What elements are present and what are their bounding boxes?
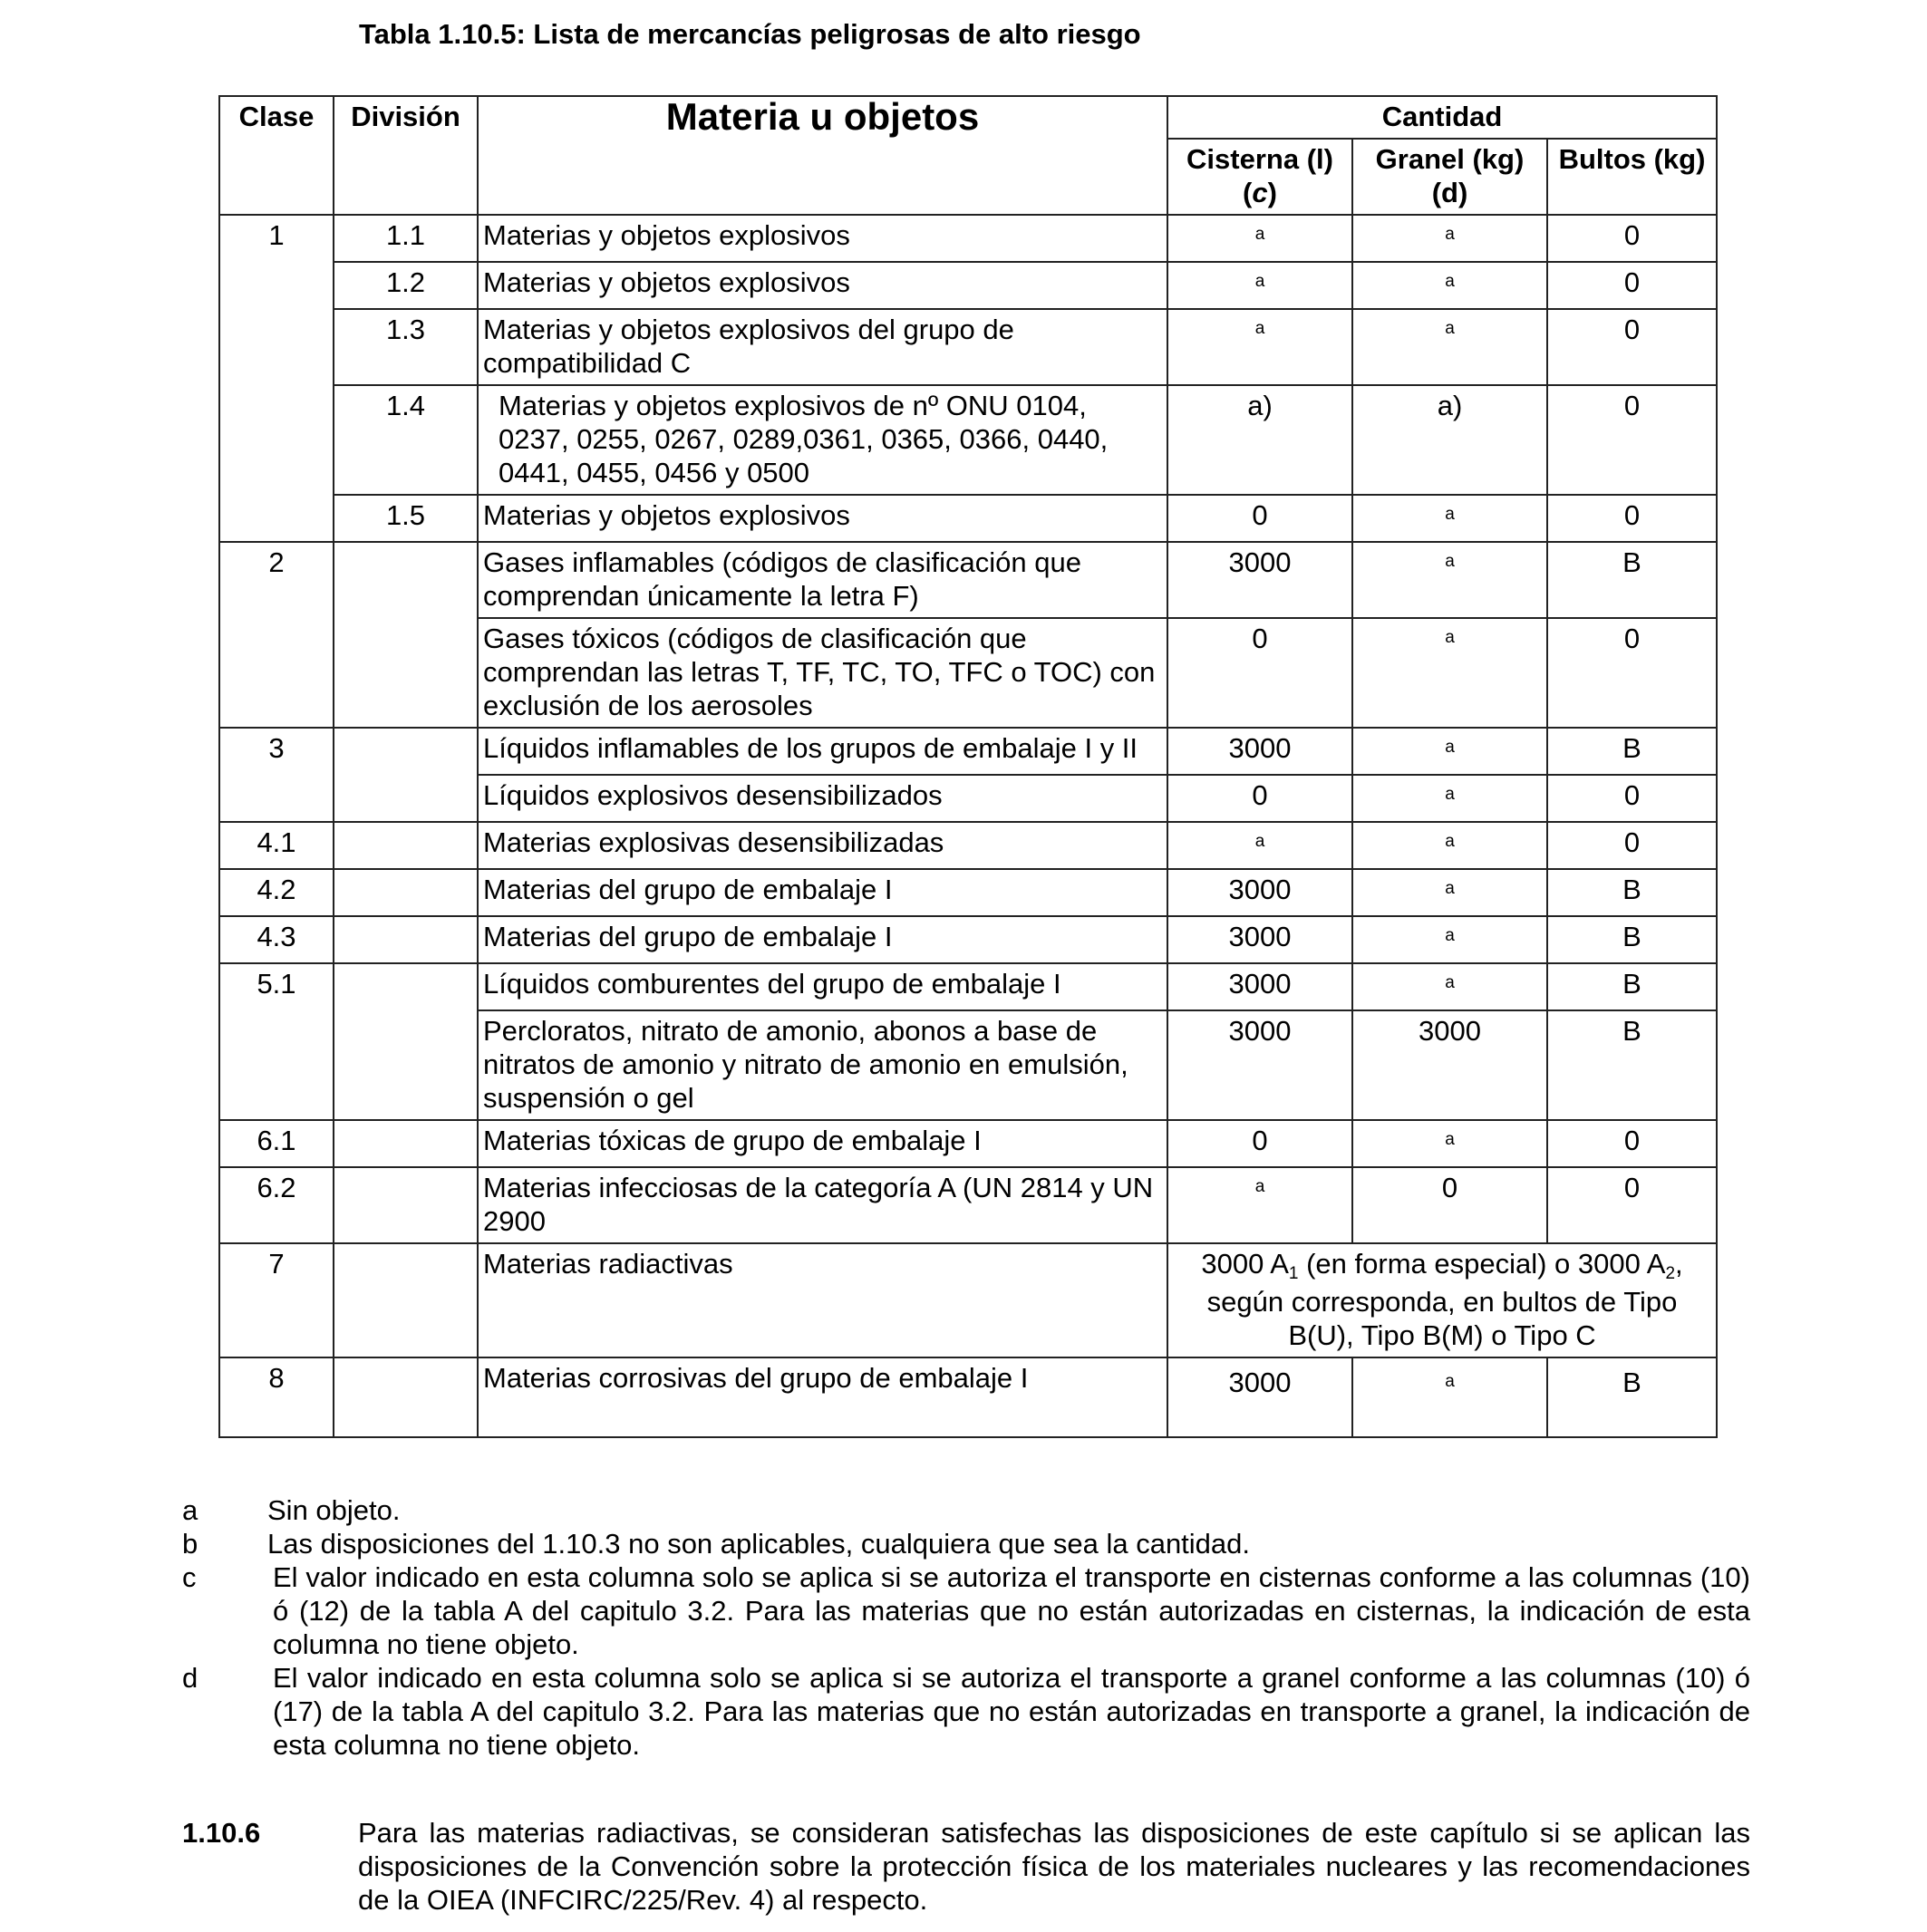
cell-cisterna bbox=[1167, 262, 1352, 309]
cell-bultos: B bbox=[1547, 1357, 1717, 1437]
cell-bultos: B bbox=[1547, 916, 1717, 963]
cell-clase: 5.1 bbox=[219, 963, 334, 1120]
cell-division bbox=[334, 1357, 478, 1437]
table-row bbox=[219, 963, 1717, 1010]
cell-cisterna: a) bbox=[1167, 385, 1352, 495]
footnote-ref: a bbox=[1445, 926, 1455, 945]
cell-materia: Materias y objetos explosivos bbox=[478, 262, 1167, 309]
cell-bultos: 0 bbox=[1547, 822, 1717, 869]
table-row bbox=[219, 309, 1717, 385]
footnote-ref: a bbox=[1254, 1177, 1265, 1196]
cell-materia: Percloratos, nitrato de amonio, abonos a base de nitratos de amonio y nitrato de amonio en emulsión, suspensión o gel bbox=[478, 1010, 1167, 1120]
cell-cisterna: 3000 bbox=[1167, 869, 1352, 916]
footnote bbox=[182, 1527, 1750, 1560]
cell-granel bbox=[1352, 775, 1547, 822]
cell-cisterna: 3000 bbox=[1167, 728, 1352, 775]
cell-materia: Materias del grupo de embalaje I bbox=[478, 916, 1167, 963]
section-number: 1.10.6 bbox=[182, 1817, 261, 1849]
footnote-ref: a bbox=[1254, 319, 1265, 338]
cell-cisterna: 0 bbox=[1167, 495, 1352, 542]
cell-division bbox=[334, 916, 478, 963]
header-granel-line1: Granel (kg) bbox=[1375, 143, 1525, 175]
cell-granel bbox=[1352, 215, 1547, 262]
footnote-ref: a bbox=[1445, 832, 1455, 851]
cell-division bbox=[334, 1243, 478, 1357]
cell-granel bbox=[1352, 262, 1547, 309]
footnote-ref: a bbox=[1445, 879, 1455, 898]
table-row bbox=[219, 916, 1717, 963]
cell-materia: Materias del grupo de embalaje I bbox=[478, 869, 1167, 916]
cell-bultos: B bbox=[1547, 728, 1717, 775]
cell-cisterna: 0 bbox=[1167, 775, 1352, 822]
cell-cisterna bbox=[1167, 822, 1352, 869]
cell-materia: Materias tóxicas de grupo de embalaje I bbox=[478, 1120, 1167, 1167]
cell-bultos: B bbox=[1547, 963, 1717, 1010]
header-clase: Clase bbox=[219, 96, 334, 215]
cell-division bbox=[334, 728, 478, 822]
cell-cisterna bbox=[1167, 1167, 1352, 1243]
cell-clase: 6.1 bbox=[219, 1120, 334, 1167]
cell-cisterna bbox=[1167, 215, 1352, 262]
cell-materia: Materias y objetos explosivos bbox=[478, 495, 1167, 542]
table-row bbox=[219, 1243, 1717, 1357]
footnote-ref: a bbox=[1254, 225, 1265, 244]
cell-materia: Materias infecciosas de la categoría A (UN 2814 y UN 2900 bbox=[478, 1167, 1167, 1243]
table-row bbox=[219, 542, 1717, 618]
footnote-ref: a bbox=[1445, 505, 1455, 524]
footnote-ref: a bbox=[1445, 225, 1455, 244]
header-cisterna-close: ) bbox=[1267, 177, 1277, 208]
cell-materia: Líquidos comburentes del grupo de embalaje I bbox=[478, 963, 1167, 1010]
cell-cisterna: 3000 bbox=[1167, 1357, 1352, 1437]
cell-materia: Materias explosivas desensibilizadas bbox=[478, 822, 1167, 869]
cell-bultos: 0 bbox=[1547, 1167, 1717, 1243]
footnote-key: d bbox=[182, 1662, 199, 1694]
footnote-text: Las disposiciones del 1.10.3 no son aplicables, cualquiera que sea la cantidad. bbox=[267, 1528, 1251, 1560]
header-bultos: Bultos (kg) bbox=[1547, 139, 1717, 215]
section-text: Para las materias radiactivas, se consideran satisfechas las disposiciones de este capítulo si se aplican las disposiciones de la Convención sobre la protección física de los materiales nucleares y las recomendaciones de la OIEA (INFCIRC/225/Rev. 4) al respecto. bbox=[358, 1817, 1750, 1916]
cell-division bbox=[334, 1167, 478, 1243]
cell-materia: Materias y objetos explosivos bbox=[478, 215, 1167, 262]
cell-clase: 4.1 bbox=[219, 822, 334, 869]
cell-granel bbox=[1352, 728, 1547, 775]
cell-materia: Gases inflamables (códigos de clasificación que comprendan únicamente la letra F) bbox=[478, 542, 1167, 618]
cell-granel bbox=[1352, 822, 1547, 869]
cell-granel bbox=[1352, 1120, 1547, 1167]
table-row bbox=[219, 215, 1717, 262]
table-row bbox=[219, 262, 1717, 309]
cell-division: 1.2 bbox=[334, 262, 478, 309]
footnote-ref: a bbox=[1445, 1372, 1455, 1391]
cell-division bbox=[334, 1120, 478, 1167]
cell-granel bbox=[1352, 309, 1547, 385]
cell-cisterna: 3000 bbox=[1167, 916, 1352, 963]
cell-cisterna: 0 bbox=[1167, 1120, 1352, 1167]
subscript-1: 1 bbox=[1288, 1264, 1299, 1283]
cell-granel bbox=[1352, 963, 1547, 1010]
cantidad-text-3: , según corresponda, en bultos de Tipo B(U), Tipo B(M) o Tipo C bbox=[1206, 1248, 1683, 1351]
header-materia: Materia u objetos bbox=[478, 96, 1167, 215]
cell-bultos: 0 bbox=[1547, 775, 1717, 822]
section-1-10-6 bbox=[182, 1816, 1750, 1917]
cell-clase: 4.3 bbox=[219, 916, 334, 963]
cell-division: 1.5 bbox=[334, 495, 478, 542]
cell-bultos: 0 bbox=[1547, 385, 1717, 495]
table-row bbox=[219, 385, 1717, 495]
cell-granel bbox=[1352, 1357, 1547, 1437]
cell-bultos: B bbox=[1547, 869, 1717, 916]
cell-granel bbox=[1352, 618, 1547, 728]
footnote-ref: a bbox=[1445, 552, 1455, 571]
footnote-ref: a bbox=[1445, 785, 1455, 804]
table-row bbox=[219, 495, 1717, 542]
cell-bultos: 0 bbox=[1547, 1120, 1717, 1167]
footnote-ref: a bbox=[1445, 1130, 1455, 1149]
cell-bultos: 0 bbox=[1547, 262, 1717, 309]
table-row bbox=[219, 1357, 1717, 1437]
cell-bultos: B bbox=[1547, 542, 1717, 618]
footnote bbox=[182, 1661, 1750, 1762]
table-row bbox=[219, 822, 1717, 869]
cell-bultos: 0 bbox=[1547, 618, 1717, 728]
footnote-text: Sin objeto. bbox=[267, 1494, 401, 1526]
cell-granel: 0 bbox=[1352, 1167, 1547, 1243]
cell-clase: 6.2 bbox=[219, 1167, 334, 1243]
cell-division: 1.4 bbox=[334, 385, 478, 495]
cell-materia: Líquidos explosivos desensibilizados bbox=[478, 775, 1167, 822]
header-granel-line2: (d) bbox=[1431, 177, 1468, 208]
cell-bultos: 0 bbox=[1547, 309, 1717, 385]
cell-granel: a) bbox=[1352, 385, 1547, 495]
header-cantidad: Cantidad bbox=[1167, 96, 1717, 139]
cell-cantidad-radiactivas bbox=[1167, 1243, 1717, 1357]
cell-granel bbox=[1352, 495, 1547, 542]
cell-division bbox=[334, 822, 478, 869]
footnote-ref: a bbox=[1445, 319, 1455, 338]
footnote-key: c bbox=[182, 1561, 197, 1593]
cell-granel: 3000 bbox=[1352, 1010, 1547, 1120]
cell-bultos: 0 bbox=[1547, 215, 1717, 262]
footnote-text: El valor indicado en esta columna solo se aplica si se autoriza el transporte a granel conforme a las columnas (10) ó (17) de la tabla A del capitulo 3.2. Para las materias que no están autorizadas en transporte a granel, la indicación de esta columna no tiene objeto. bbox=[273, 1662, 1750, 1761]
cantidad-text-2: (en forma especial) o 3000 A bbox=[1298, 1248, 1666, 1280]
header-granel bbox=[1352, 139, 1547, 215]
footnote-ref: a bbox=[1445, 272, 1455, 291]
cell-granel bbox=[1352, 916, 1547, 963]
table-row bbox=[219, 1120, 1717, 1167]
cell-materia: Materias y objetos explosivos de nº ONU 0104, 0237, 0255, 0267, 0289,0361, 0365, 0366, 0440, 0441, 0455, 0456 y 0500 bbox=[478, 385, 1167, 495]
cell-materia: Materias corrosivas del grupo de embalaje I bbox=[478, 1357, 1167, 1437]
cell-granel bbox=[1352, 542, 1547, 618]
footnote-key: b bbox=[182, 1528, 199, 1560]
cell-materia: Líquidos inflamables de los grupos de embalaje I y II bbox=[478, 728, 1167, 775]
footnote-ref: a bbox=[1445, 973, 1455, 992]
cell-cisterna bbox=[1167, 309, 1352, 385]
cell-materia: Materias radiactivas bbox=[478, 1243, 1167, 1357]
footnote-ref: a bbox=[1254, 272, 1265, 291]
cell-clase: 3 bbox=[219, 728, 334, 822]
cell-bultos: 0 bbox=[1547, 495, 1717, 542]
cell-granel bbox=[1352, 869, 1547, 916]
cell-division: 1.3 bbox=[334, 309, 478, 385]
footnote-ref: a bbox=[1254, 832, 1265, 851]
table-title: Tabla 1.10.5: Lista de mercancías peligrosas de alto riesgo bbox=[359, 18, 1141, 50]
cell-cisterna: 0 bbox=[1167, 618, 1352, 728]
cell-division bbox=[334, 963, 478, 1120]
subscript-2: 2 bbox=[1665, 1264, 1676, 1283]
cantidad-text-1: 3000 A bbox=[1201, 1248, 1289, 1280]
cell-clase: 7 bbox=[219, 1243, 334, 1357]
table-row bbox=[219, 869, 1717, 916]
cell-bultos: B bbox=[1547, 1010, 1717, 1120]
cell-clase: 8 bbox=[219, 1357, 334, 1437]
table-row bbox=[219, 728, 1717, 775]
cell-materia: Materias y objetos explosivos del grupo de compatibilidad C bbox=[478, 309, 1167, 385]
hazmat-table bbox=[218, 95, 1718, 1438]
cell-materia: Gases tóxicos (códigos de clasificación que comprendan las letras T, TF, TC, TO, TFC o TOC) con exclusión de los aerosoles bbox=[478, 618, 1167, 728]
cell-division bbox=[334, 869, 478, 916]
header-division: División bbox=[334, 96, 478, 215]
footnote-key: a bbox=[182, 1494, 199, 1526]
footnote-text: El valor indicado en esta columna solo se aplica si se autoriza el transporte en cisternas conforme a las columnas (10) ó (12) de la tabla A del capitulo 3.2. Para las materias que no están autorizadas en cisternas, la indicación de esta columna no tiene objeto. bbox=[273, 1561, 1750, 1660]
footnote-ref: a bbox=[1445, 628, 1455, 647]
footnote-ref: a bbox=[1445, 738, 1455, 757]
cell-clase: 1 bbox=[219, 215, 334, 542]
footnote bbox=[182, 1560, 1750, 1661]
header-row bbox=[219, 96, 1717, 139]
cell-clase: 2 bbox=[219, 542, 334, 728]
cell-cisterna: 3000 bbox=[1167, 542, 1352, 618]
cell-division: 1.1 bbox=[334, 215, 478, 262]
cell-clase: 4.2 bbox=[219, 869, 334, 916]
table-row bbox=[219, 1167, 1717, 1243]
footnotes bbox=[182, 1493, 1750, 1762]
header-cisterna-line1: Cisterna (l) bbox=[1186, 143, 1333, 175]
cell-cisterna: 3000 bbox=[1167, 963, 1352, 1010]
header-cisterna-note: c bbox=[1252, 177, 1268, 208]
cell-cisterna: 3000 bbox=[1167, 1010, 1352, 1120]
header-cisterna bbox=[1167, 139, 1352, 215]
footnote bbox=[182, 1493, 1750, 1527]
header-cisterna-open: ( bbox=[1243, 177, 1253, 208]
cell-division bbox=[334, 542, 478, 728]
